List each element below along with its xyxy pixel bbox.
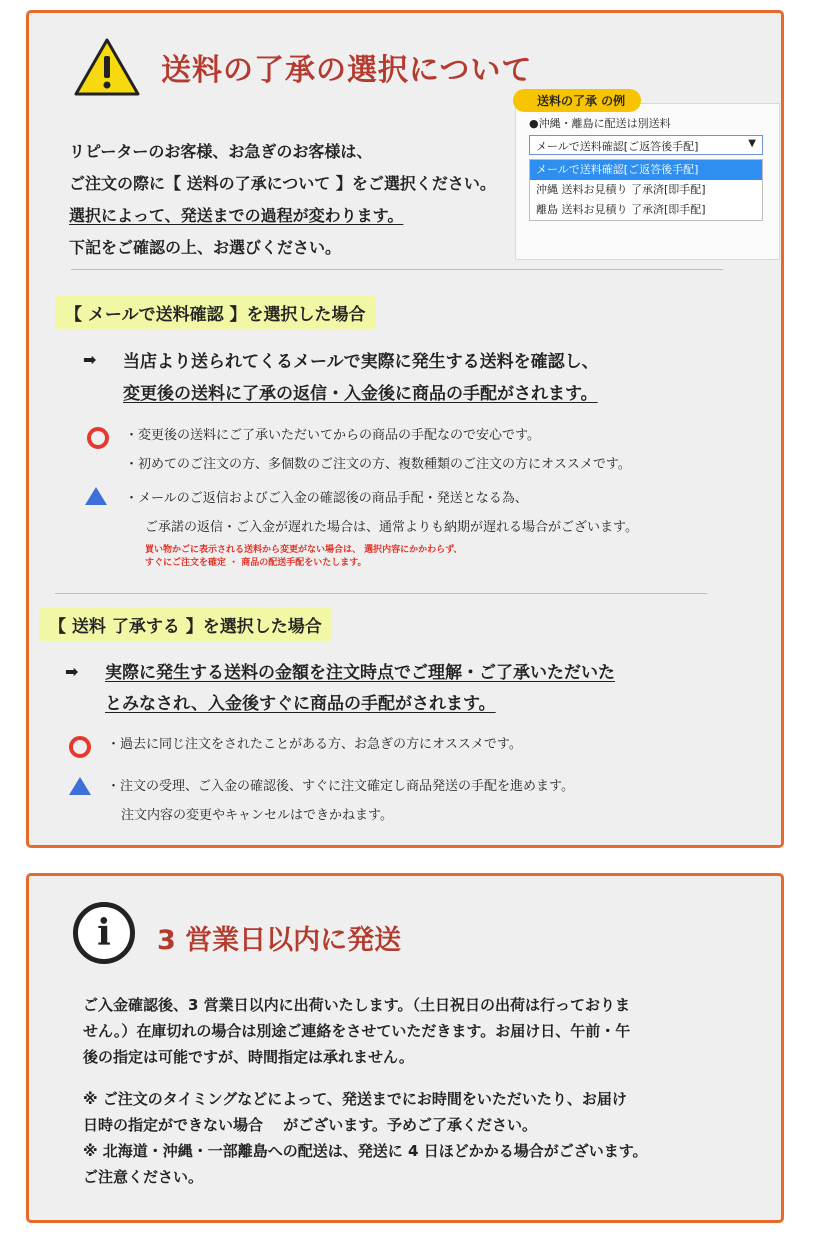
- red-note: すぐにご注文を確定 ・ 商品の配送手配をいたします。: [145, 558, 367, 568]
- example-note: ●沖縄・離島に配送は別送料: [529, 117, 671, 130]
- red-note: 買い物かごに表示される送料から変更がない場合は、 選択内容にかかわらず、: [145, 545, 463, 555]
- note-line: ご注意ください。: [83, 1168, 204, 1186]
- paragraph-line: 後の指定は可能ですが、時間指定は承れません。: [83, 1048, 414, 1066]
- select-option[interactable]: 離島 送料お見積り 了承済[即手配]: [536, 203, 706, 216]
- triangle-caution-icon: [69, 777, 91, 795]
- note-line: ※ ご注文のタイミングなどによって、発送までにお時間をいただいたり、お届け: [83, 1090, 627, 1108]
- select-option[interactable]: メールで送料確認[ご返答後手配]: [530, 160, 762, 180]
- info-icon: i: [73, 902, 135, 964]
- case-lead: 変更後の送料に了承の返信・入金後に商品の手配がされます。: [123, 384, 598, 404]
- case-lead: 実際に発生する送料の金額を注文時点でご理解・ご了承いただいた: [105, 663, 615, 683]
- caution-text: ・メールのご返信およびご入金の確認後の商品手配・発送となる為、: [125, 491, 528, 506]
- caution-text: 注文内容の変更やキャンセルはできかねます。: [121, 808, 393, 823]
- example-tag: 送料の了承 の例: [513, 89, 641, 112]
- shipping-consent-panel: [26, 10, 784, 848]
- intro-line: ご注文の際に【 送料の了承について 】をご選択ください。: [69, 174, 496, 193]
- case-heading: 【 メールで送料確認 】を選択した場合: [55, 296, 376, 329]
- case-heading: 【 送料 了承する 】を選択した場合: [39, 608, 332, 641]
- merit-text: ・変更後の送料にご了承いただいてからの商品の手配なので安心です。: [125, 428, 540, 443]
- case-lead: 当店より送られてくるメールで実際に発生する送料を確認し、: [123, 352, 599, 372]
- merit-text: ・初めてのご注文の方、多個数のご注文の方、複数種類のご注文の方にオススメです。: [125, 457, 631, 472]
- section-title: 送料の了承の選択について: [161, 53, 533, 88]
- select-value: メールで送料確認[ご返答後手配]: [536, 140, 699, 153]
- intro-line: 下記をご確認の上、お選びください。: [69, 238, 342, 257]
- select-options-list: [529, 159, 763, 221]
- case-lead: とみなされ、入金後すぐに商品の手配がされます。: [105, 694, 496, 714]
- intro-line: リピーターのお客様、お急ぎのお客様は、: [69, 142, 373, 161]
- triangle-caution-icon: [85, 487, 107, 505]
- intro-line: 選択によって、発送までの過程が変わります。: [69, 206, 404, 225]
- shipping-consent-select[interactable]: [529, 135, 763, 155]
- paragraph-line: ご入金確認後、3 営業日以内に出荷いたします。（土日祝日の出荷は行っておりま: [83, 996, 630, 1014]
- caution-text: ご承諾の返信・ご入金が遅れた場合は、通常よりも納期が遅れる場合がございます。: [145, 520, 638, 535]
- divider: [55, 593, 707, 594]
- note-line: 日時の指定ができない場合 がございます。予めご了承ください。: [83, 1116, 538, 1134]
- arrow-right-icon: ➡: [83, 350, 97, 369]
- caution-text: ・注文の受理、ご入金の確認後、すぐに注文確定し商品発送の手配を進めます。: [107, 779, 574, 794]
- dropdown-arrow-icon: ▼: [748, 138, 756, 149]
- circle-good-icon: [69, 736, 91, 758]
- divider: [71, 269, 723, 270]
- shipping-time-panel: [26, 873, 784, 1223]
- note-line: ※ 北海道・沖縄・一部離島への配送は、発送に 4 日ほどかかる場合がございます。: [83, 1142, 648, 1160]
- circle-good-icon: [87, 427, 109, 449]
- merit-text: ・過去に同じ注文をされたことがある方、お急ぎの方にオススメです。: [107, 737, 522, 752]
- section-title: 3 営業日以内に発送: [157, 925, 402, 956]
- warning-icon: [73, 37, 141, 97]
- paragraph-line: せん。）在庫切れの場合は別途ご連絡をさせていただきます。お届け日、午前・午: [83, 1022, 631, 1040]
- select-option[interactable]: 沖縄 送料お見積り 了承済[即手配]: [536, 183, 706, 196]
- arrow-right-icon: ➡: [65, 662, 79, 681]
